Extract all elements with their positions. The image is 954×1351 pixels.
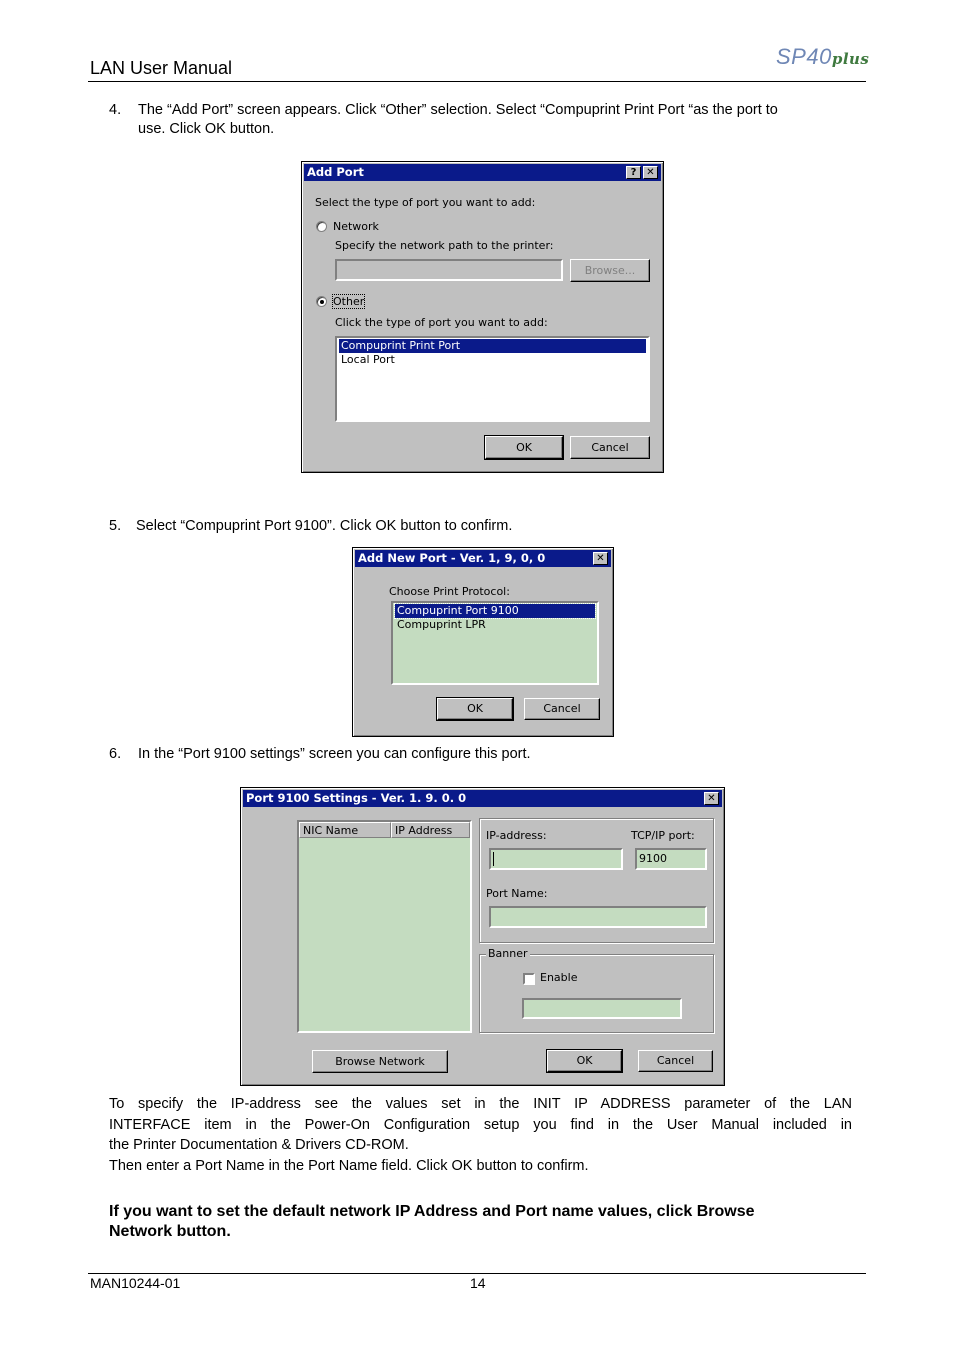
network-radio[interactable] (316, 221, 327, 232)
ip-address-instructions (109, 1094, 852, 1176)
logo-suffix: plus (831, 50, 870, 68)
list-item[interactable]: Compuprint Print Port (339, 339, 646, 353)
network-label[interactable]: Network (333, 220, 379, 233)
paragraph-line: To specify the IP-address see the values set in the INIT IP ADDRESS parameter of the LAN (109, 1096, 852, 1112)
note-line: Network button. (109, 1223, 231, 1240)
step-5 (109, 517, 869, 536)
step-text-line: The “Add Port” screen appears. Click “Other” selection. Select “Compuprint Print Port “as the port to (138, 102, 778, 118)
ok-button[interactable]: OK (485, 436, 563, 459)
port-type-prompt: Select the type of port you want to add: (315, 196, 536, 209)
step-number: 6. (109, 746, 122, 762)
list-item[interactable]: Compuprint LPR (397, 618, 486, 631)
dialog-titlebar (304, 164, 661, 181)
address-group (479, 818, 714, 943)
dialog-title: Add Port (307, 165, 364, 179)
enable-label: Enable (540, 971, 578, 984)
ok-button[interactable]: OK (437, 698, 513, 720)
list-item[interactable]: Local Port (341, 353, 395, 366)
step-number: 4. (109, 102, 122, 118)
help-button[interactable]: ? (626, 166, 641, 179)
network-path-label: Specify the network path to the printer: (335, 239, 554, 252)
step-text-line: use. Click OK button. (138, 121, 275, 137)
footer-rule (88, 1273, 866, 1274)
logo-main: SP40 (776, 44, 832, 69)
paragraph-line: the Printer Documentation & Drivers CD-ROM. (109, 1137, 409, 1153)
cancel-button[interactable]: Cancel (570, 436, 650, 459)
step-4 (109, 101, 869, 139)
ok-button[interactable]: OK (547, 1050, 622, 1072)
banner-legend: Banner (488, 947, 528, 960)
other-label[interactable]: Other (333, 295, 365, 308)
port-name-label: Port Name: (486, 887, 548, 900)
add-new-port-dialog (352, 547, 614, 737)
protocol-list[interactable] (391, 601, 599, 685)
port-type-list[interactable] (335, 336, 650, 422)
dialog-titlebar (355, 550, 611, 567)
step-number: 5. (109, 518, 122, 534)
list-item[interactable]: Compuprint Port 9100 (395, 604, 595, 618)
ip-address-column-header[interactable]: IP Address (391, 822, 470, 838)
port-name-input[interactable] (489, 906, 707, 928)
port-9100-settings-dialog (240, 787, 725, 1086)
document-code: MAN10244-01 (90, 1275, 181, 1291)
ip-address-input[interactable] (489, 848, 623, 870)
text-cursor (493, 852, 494, 866)
step-text-line: Select “Compuprint Port 9100”. Click OK button to confirm. (136, 518, 513, 534)
nic-list[interactable] (297, 820, 472, 1033)
dialog-title: Port 9100 Settings - Ver. 1. 9. 0. 0 (246, 791, 467, 805)
header-rule (88, 81, 866, 82)
banner-text-input[interactable] (522, 998, 682, 1019)
tcp-port-input[interactable]: 9100 (635, 848, 707, 870)
brand-logo (776, 44, 869, 70)
note-line: If you want to set the default network IP Address and Port name values, click Browse (109, 1203, 755, 1220)
header-title: LAN User Manual (90, 58, 233, 78)
other-radio[interactable] (316, 296, 327, 307)
network-path-input[interactable] (335, 259, 563, 281)
close-icon[interactable]: ✕ (643, 166, 658, 179)
step-6 (109, 745, 869, 764)
nic-name-column-header[interactable]: NIC Name (299, 822, 391, 838)
enable-banner-checkbox[interactable] (523, 973, 535, 985)
close-icon[interactable]: ✕ (704, 792, 719, 805)
step-text-line: In the “Port 9100 settings” screen you can configure this port. (138, 746, 531, 762)
dialog-title: Add New Port - Ver. 1, 9, 0, 0 (358, 551, 546, 565)
close-icon[interactable]: ✕ (593, 552, 608, 565)
port-name-instruction: Then enter a Port Name in the Port Name field. Click OK button to confirm. (109, 1157, 589, 1174)
paragraph-line: INTERFACE item in the Power-On Configuration setup you find in the User Manual included in (109, 1116, 852, 1133)
dialog-titlebar (243, 790, 722, 807)
browse-button[interactable]: Browse... (570, 259, 650, 282)
cancel-button[interactable]: Cancel (638, 1050, 713, 1072)
radio-selected-dot (320, 300, 324, 304)
browse-network-button[interactable]: Browse Network (312, 1050, 448, 1073)
page-number: 14 (470, 1275, 486, 1291)
ip-address-label: IP-address: (486, 829, 547, 842)
cancel-button[interactable]: Cancel (524, 698, 600, 720)
banner-group (479, 947, 714, 1033)
browse-network-note (109, 1202, 869, 1242)
protocol-prompt: Choose Print Protocol: (389, 585, 510, 598)
tcp-port-label: TCP/IP port: (631, 829, 695, 842)
add-port-dialog (301, 161, 664, 473)
port-type-list-label: Click the type of port you want to add: (335, 316, 548, 329)
